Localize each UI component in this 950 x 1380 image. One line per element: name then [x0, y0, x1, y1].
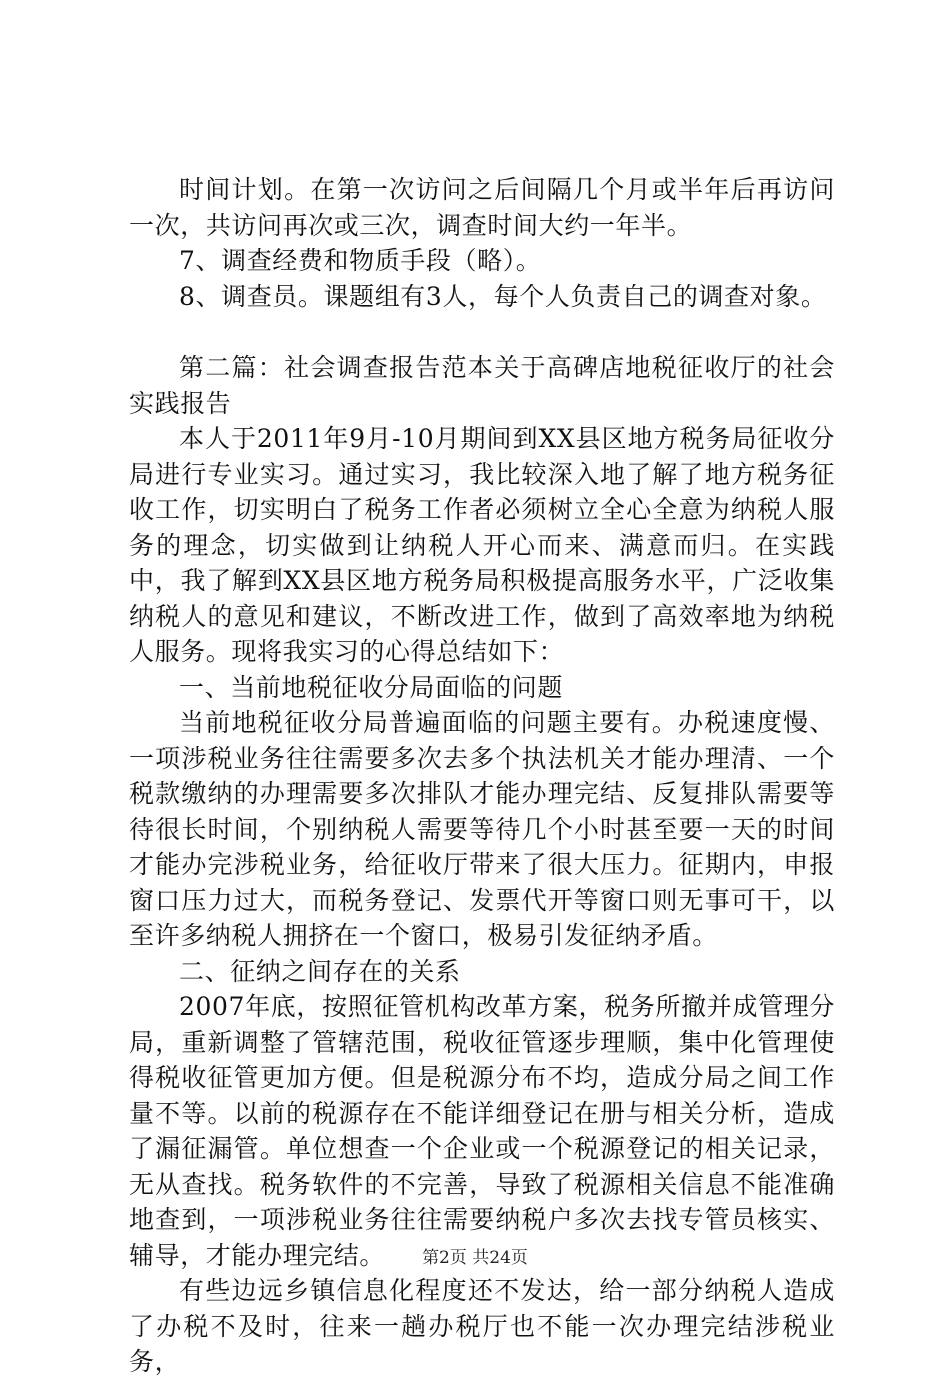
section-gap	[129, 314, 835, 350]
heading-current-problems: 一、当前地税征收分局面临的问题	[179, 672, 564, 702]
paragraph-relationship: 2007年底，按照征管机构改革方案，税务所撤并成管理分局，重新调整了管辖范围，税收征管逐步理顺，集中化管理使得税收征管更加方便。但是税源分布不均，造成分局之间工作量不等。以前的税源存在不能详细登记在册与相关分析，造成了漏征漏管。单位想查一个企业或一个税源登记的相关记录，无从查找。税务软件的不完善，导致了税源相关信息不能准确地查到，一项涉税业务往往需要纳税户多次去找专管员核实、辅导，才能办理完结。	[129, 992, 835, 1270]
heading-relationship: 二、征纳之间存在的关系	[179, 956, 461, 986]
paragraph-remote-towns: 有些边远乡镇信息化程度还不发达，给一部分纳税人造成了办税不及时，往来一趟办税厅也不能一次办理完结涉税业务，	[129, 1276, 835, 1376]
section2-title: 第二篇：社会调查报告范本关于高碑店地税征收厅的社会实践报告	[129, 353, 835, 418]
paragraph-investigators: 8、调查员。课题组有3人，每个人负责自己的调查对象。	[179, 281, 827, 311]
paragraph-intro: 本人于2011年9月-10月期间到XX县区地方税务局征收分局进行专业实习。通过实习，我比较深入地了解了地方税务征收工作，切实明白了税务工作者必须树立全心全意为纳税人服务的理念，切实做到让纳税人开心而来、满意而归。在实践中，我了解到XX县区地方税务局积极提高服务水平，广泛收集纳税人的意见和建议，不断改进工作，做到了高效率地为纳税人服务。现将我实习的心得总结如下：	[129, 424, 835, 666]
paragraph-current-problems: 当前地税征收分局普遍面临的问题主要有。办税速度慢、一项涉税业务往往需要多次去多个执法机关才能办理清、一个税款缴纳的办理需要多次排队才能办理完结、反复排队需要等待很长时间，个别纳税人需要等待几个小时甚至要一天的时间才能办完涉税业务，给征收厅带来了很大压力。征期内，申报窗口压力过大，而税务登记、发票代开等窗口则无事可干，以至许多纳税人拥挤在一个窗口，极易引发征纳矛盾。	[129, 708, 835, 950]
paragraph-time-plan: 时间计划。在第一次访问之后间隔几个月或半年后再访问一次，共访问再次或三次，调查时间大约一年半。	[129, 175, 835, 240]
paragraph-funding: 7、调查经费和物质手段（略）。	[179, 246, 542, 275]
page-number-footer: 第2页 共24页	[422, 1248, 528, 1268]
document-body	[129, 172, 835, 1380]
